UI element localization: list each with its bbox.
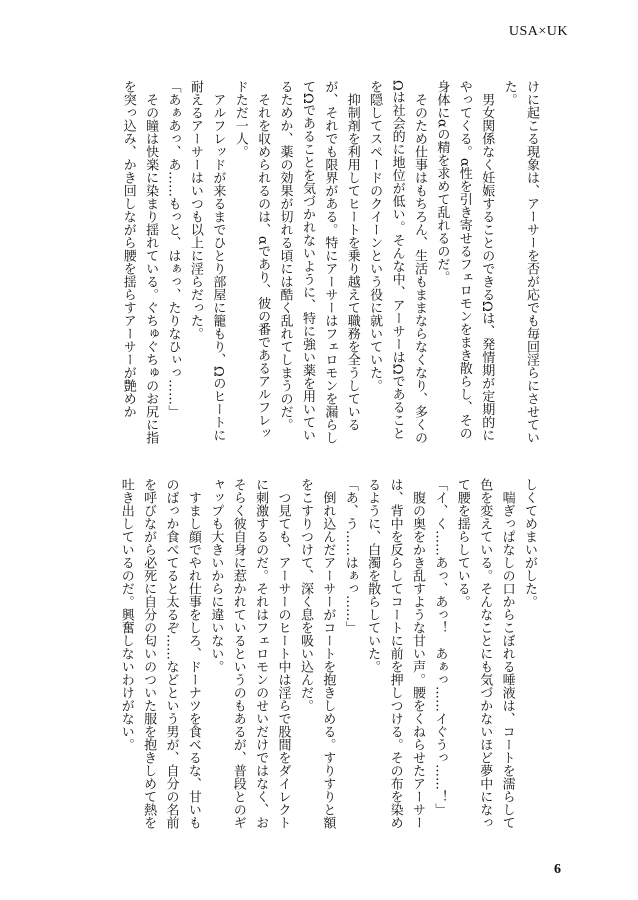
paragraph: 「あぁあっ、あ……もっと、はぁっ、たりなひぃっ……」 <box>165 80 181 418</box>
paragraph: 抑制剤を利用してヒートを乗り越えて職務を全うしているが、それでも限界がある。特にアーサーはフェロモンを漏らしてΩであることを気づかれないように、特に強い薬を用いているためか、薬の効果が切れる頃には酷く乱れてしまうのだ。 <box>277 80 360 444</box>
running-title: USA×UK <box>508 24 568 39</box>
paragraph: 男女関係なく妊娠することのできるΩは、発情期が定期的にやってくる。α性を引き寄せるフェロモンをまき散らし、その身体にαの精を求めて乱れるのだ。 <box>434 80 495 442</box>
paragraph: 喘ぎっぱなしの口からこぼれる唾液は、コートを濡らして色を変えている。そんなことにも気づかないほど夢中になって腰を揺らしている。 <box>454 478 515 829</box>
paragraph: けに起こる現象は、アーサーを否が応でも毎回淫らにさせていた。 <box>501 80 539 444</box>
paragraph: つ見ても、アーサーのヒート中は淫らで股間をダイレクトに刺激するのだ。それはフェロモンのせいだけではなく、おそらく彼自身に惹かれているというのもあるが、普段とのギャップも大きいからに違いない。 <box>208 478 291 829</box>
paragraph: それを収められるのは、αであり、彼の番であるアルフレッドただ一人。 <box>232 80 271 440</box>
paragraph: 「あ、う……はぁっ……」 <box>342 478 358 634</box>
paragraph: その瞳は快楽に染まり揺れている。ぐちゅぐちゅのお尻に指を突っ込み、かき回しながら腰を揺らすアーサーが艶めか <box>120 80 159 444</box>
paragraph: そのため仕事はもちろん、生活もままならなくなり、多くのΩは社会的に地位が低い。そんな中、アーサーはΩであることを隠してスペードのクイーンという役に就いていた。 <box>367 80 427 444</box>
text-block-bottom <box>94 478 540 830</box>
paragraph: 倒れ込んだアーサーがコートを抱きしめる。すりすりと額をこすりつけて、深く息を吸い込んだ。 <box>297 478 336 829</box>
paragraph: しくてめまいがした。 <box>522 478 537 608</box>
paragraph: アルフレッドが来るまでひとり部屋に籠もり、Ωのヒートに耐えるアーサーはいつも以上に淫らだった。 <box>187 80 226 442</box>
page-number: 6 <box>554 862 561 877</box>
paragraph: 「イ、く……あっ、あっ！ あぁっ……イぐうっ……！」 <box>432 478 448 816</box>
text-block-top <box>94 80 542 446</box>
paragraph: 腹の奥をかき乱すような甘い声。腰をくねらせたアーサーは、背中を反らしてコートに前を押しつける。その布を染めるように、白濁を散らしていた。 <box>365 478 425 829</box>
paragraph: すまし顔でやれ仕事をしろ、ドーナツを食べるな、甘いものばっか食べてると太るぞ……などという男が、自分の名前を呼びながら必死に自分の匂いのついた服を抱きしめて熱を吐き出しているのだ。興奮しないわけがない。 <box>118 478 201 829</box>
